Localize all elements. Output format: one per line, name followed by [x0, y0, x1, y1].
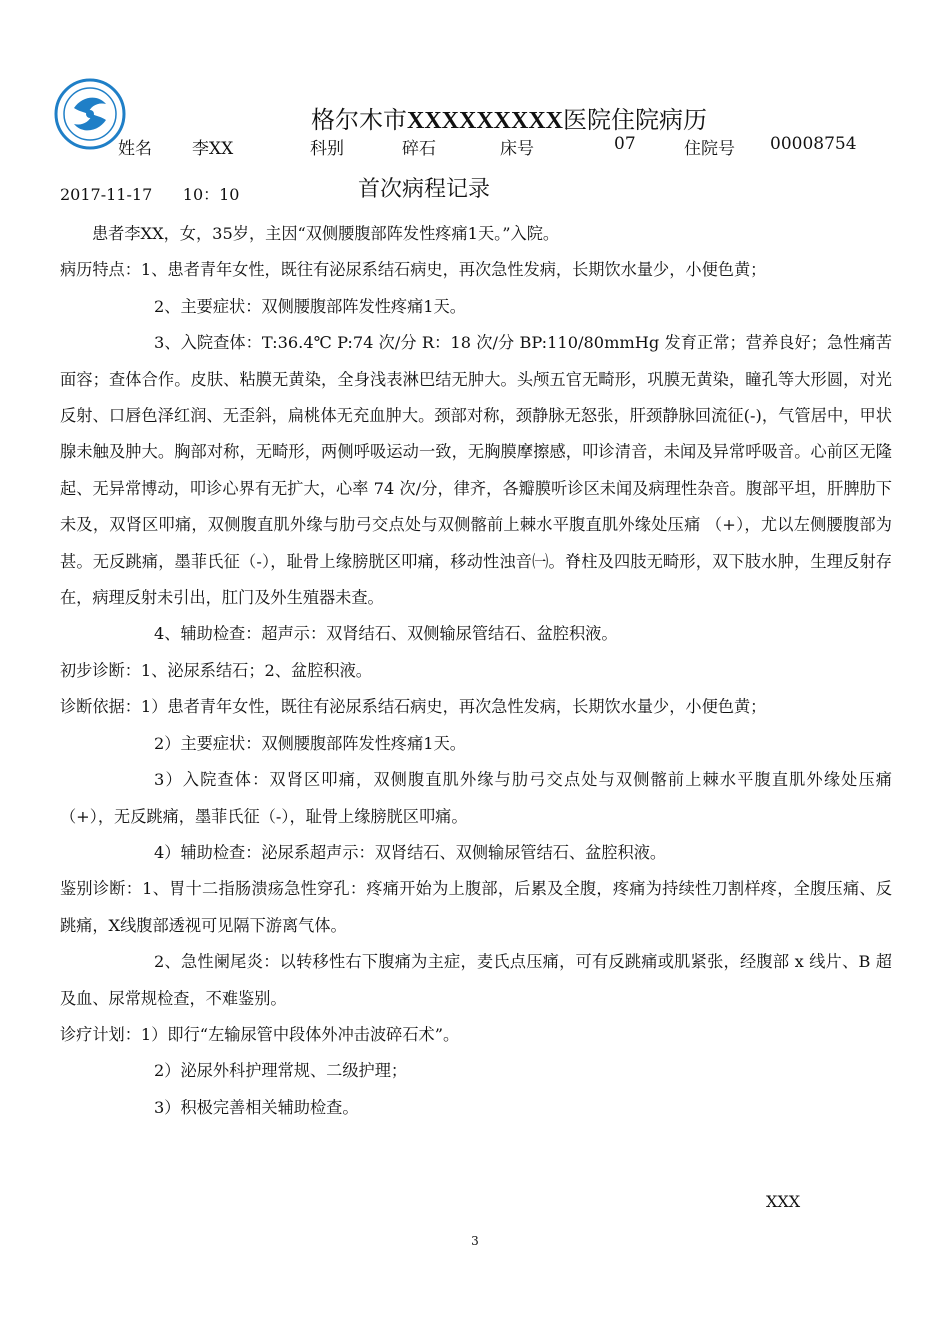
info-label-name: 姓名 — [118, 139, 152, 159]
doctor-signature: XXX — [766, 1192, 801, 1211]
title-prefix: 格尔木市 — [311, 106, 407, 134]
paragraph-differential-1: 鉴别诊断：1、胃十二指肠溃疡急性穿孔：疼痛开始为上腹部，后累及全腹，疼痛为持续性刀割样疼，全腹压痛、反跳痛，X线腹部透视可见隔下游离气体。 — [60, 879, 892, 935]
paragraph-differential-2: 2、急性阑尾炎：以转移性右下腹痛为主症，麦氏点压痛，可有反跳痛或肌紧张，经腹部 x 线片、B 超及血、尿常规检查，不难鉴别。 — [60, 952, 892, 1008]
record-title: 首次病程记录 — [358, 177, 491, 202]
paragraph-plan-nursing: 2）泌尿外科护理常规、二级护理； — [154, 1061, 408, 1081]
paragraph-basis-auxiliary: 4）辅助检查：泌尿系超声示：双肾结石、双侧输尿管结石、盆腔积液。 — [154, 842, 667, 862]
paragraph-auxiliary-exam: 4、辅助检查：超声示：双肾结石、双侧输尿管结石、盆腔积液。 — [154, 624, 618, 644]
record-datetime: 2017-11-17 10：10 — [60, 185, 240, 204]
paragraph-preliminary-diagnosis: 初步诊断：1、泌尿系结石；2、盆腔积液。 — [60, 660, 372, 680]
hospital-title — [0, 100, 950, 135]
info-label-admission-no: 住院号 — [684, 139, 735, 159]
info-value-bed: 07 — [614, 134, 636, 154]
info-value-admission-no: 00008754 — [770, 134, 857, 154]
paragraph-diagnosis-basis: 诊断依据：1）患者青年女性，既往有泌尿系结石病史，再次急性发病，长期饮水量少，小便色黄； — [60, 697, 767, 717]
paragraph-plan-exams: 3）积极完善相关辅助检查。 — [154, 1097, 359, 1117]
page-number: 3 — [471, 1234, 479, 1248]
title-suffix: 医院住院病历 — [563, 106, 707, 134]
paragraph-chief-complaint: 患者李XX，女，35岁，主因“双侧腰腹部阵发性疼痛1天。”入院。 — [92, 224, 560, 243]
info-value-name: 李XX — [192, 139, 234, 159]
info-label-bed: 床号 — [500, 139, 534, 159]
record-body — [60, 216, 892, 1126]
paragraph-history-features: 病历特点：1、患者青年女性，既往有泌尿系结石病史，再次急性发病，长期饮水量少，小便色黄； — [60, 260, 767, 280]
paragraph-basis-symptom: 2）主要症状：双侧腰腹部阵发性疼痛1天。 — [154, 733, 466, 753]
paragraph-basis-exam: 3）入院查体：双肾区叩痛，双侧腹直肌外缘与肋弓交点处与双侧髂前上棘水平腹直肌外缘处压痛（+），无反跳痛，墨菲氏征（-），耻骨上缘膀胱区叩痛。 — [60, 770, 892, 826]
title-hospital-name: XXXXXXXXX — [407, 108, 563, 134]
paragraph-main-symptom: 2、主要症状：双侧腰腹部阵发性疼痛1天。 — [154, 296, 466, 316]
paragraph-physical-exam: 3、入院查体：T:36.4℃ P:74 次/分 R：18 次/分 BP:110/80mmHg 发育正常；营养良好；急性痛苦面容；查体合作。皮肤、粘膜无黄染，全身浅表淋巴结无肿大。头颅五官无畸形，巩膜无黄染，瞳孔等大形圆，对光反射、口唇色泽红润、无歪斜，扁桃体无充血肿大。颈部对称，颈静脉无怒张，肝颈静脉回流征(-)，气管居中，甲状腺未触及肿大。胸部对称，无畸形，两侧呼吸运动一致，无胸膜摩擦感，叩诊清音，未闻及异常呼吸音。心前区无隆起、无异常博动，叩诊心界有无扩大，心率 74 次/分，律齐，各瓣膜听诊区未闻及病理性杂音。腹部平坦，肝脾肋下未及，双肾区叩痛，双侧腹直肌外缘与肋弓交点处与双侧髂前上棘水平腹直肌外缘处压痛 （+），尤以左侧腰腹部为甚。无反跳痛，墨菲氏征（-），耻骨上缘膀胱区叩痛，移动性浊音㈠。脊柱及四肢无畸形，双下肢水肿，生理反射存在，病理反射未引出，肛门及外生殖器未查。 — [60, 333, 892, 608]
info-value-department: 碎石 — [402, 139, 436, 159]
info-label-department: 科别 — [310, 139, 344, 159]
paragraph-treatment-plan: 诊疗计划：1）即行“左输尿管中段体外冲击波碎石术”。 — [60, 1024, 460, 1044]
